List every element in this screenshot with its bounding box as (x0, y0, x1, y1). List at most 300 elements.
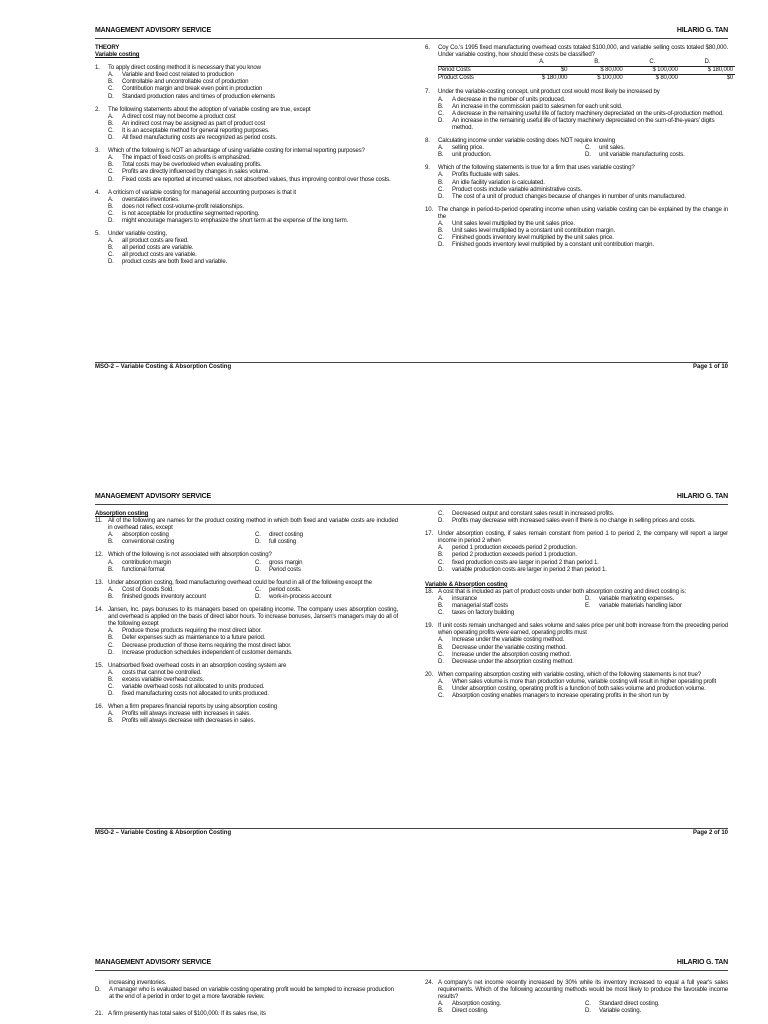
question-text: Coy Co.'s 1995 fixed manufacturing overhead costs totaled $100,000, and variable selling costs totaled $80,000. Under variable costing, how should these costs be classified? (438, 44, 728, 59)
answer-option (438, 171, 728, 178)
question-number: 10. (425, 205, 434, 213)
answer-option (438, 559, 728, 566)
option-letter: D. (585, 1007, 591, 1015)
question (425, 979, 728, 1014)
answer-option (438, 193, 728, 200)
option-letter: D. (585, 594, 591, 602)
answer-option (108, 251, 398, 258)
option-text: When sales volume is more than production volume, variable costing will result in higher operating profit (452, 677, 717, 685)
option-text: All fixed manufacturing costs are recognized as period costs. (122, 134, 277, 142)
option-text: costs that cannot be controlled. (122, 668, 202, 676)
option-letter: A. (108, 154, 114, 162)
answer-option (95, 986, 398, 1000)
option-letter: B. (108, 565, 114, 573)
question-number: 13. (95, 578, 104, 586)
option-letter: A. (108, 112, 114, 120)
option-letter: B. (438, 602, 444, 610)
option-letter: A. (108, 531, 114, 539)
answer-option (108, 627, 398, 634)
option-letter: D. (438, 192, 444, 200)
option-text: insurance (452, 594, 478, 602)
header-author: HILARIO G. TAN (676, 959, 728, 966)
option-text: Produce those products requiring the most direct labor. (122, 627, 262, 635)
options-list (108, 196, 398, 224)
answer-option (108, 176, 398, 183)
question (95, 551, 398, 572)
option-text: Cost of Goods Sold. (122, 585, 174, 593)
option-letter: A. (108, 237, 114, 245)
option-text: Unit sales level multiplied by a constant unit contribution margin. (452, 227, 616, 235)
answer-option (438, 241, 728, 248)
question-text: All of the following are names for the product costing method in which both fixed and variable costs are included in overhead rates, except (108, 517, 398, 532)
question-text: A cost that is included as part of product costs under both absorption costing and direct costing is: (438, 587, 687, 595)
answer-option (108, 113, 398, 120)
option-letter: A. (108, 558, 114, 566)
option-letter: C. (585, 1000, 591, 1008)
answer-option (438, 103, 728, 110)
option-letter: D. (255, 592, 261, 600)
option-letter: D. (438, 241, 444, 249)
option-letter: D. (438, 517, 444, 525)
option-letter: A. (108, 668, 114, 676)
question-number: 4. (95, 188, 100, 196)
option-letter: D. (438, 116, 444, 124)
table-header-cell: D. (680, 59, 735, 67)
table-header-cell (438, 59, 514, 67)
option-letter: B. (438, 1007, 444, 1015)
page1-right-column (425, 44, 733, 249)
option-letter: B. (108, 202, 114, 210)
option-letter: C. (585, 144, 591, 152)
answer-option (438, 1007, 581, 1014)
question (95, 662, 398, 697)
option-letter: D. (255, 538, 261, 546)
option-letter: C. (108, 682, 114, 690)
answer-option (438, 227, 728, 234)
question (95, 64, 398, 99)
option-letter: C. (438, 510, 444, 517)
answer-option (438, 551, 728, 558)
option-letter: A. (438, 1000, 444, 1008)
answer-option (108, 71, 398, 78)
question-number: 5. (95, 230, 100, 238)
options-list (108, 710, 398, 724)
answer-option (585, 602, 728, 609)
question-number: 9. (425, 164, 430, 172)
option-text: direct costing (269, 531, 303, 539)
table-header-cell: A. (514, 59, 569, 67)
option-text: Profits are directly influenced by changes in sales volume. (122, 168, 270, 176)
answer-option (108, 85, 398, 92)
option-text: It is an acceptable method for general reporting purposes. (122, 126, 270, 134)
answer-option (108, 593, 251, 600)
options-list (108, 113, 398, 141)
question-continuation (425, 510, 728, 524)
option-text: might encourage managers to emphasize the short term at the expense of the long term. (122, 216, 349, 224)
question-text: Which of the following is NOT an advantage of using variable costing for internal reporting purposes? (108, 147, 365, 155)
option-letter: A. (438, 171, 444, 179)
answer-option (108, 669, 398, 676)
question-number: 18. (425, 587, 434, 595)
option-letter: A. (438, 544, 444, 552)
option-text: does not reflect cost-volume-profit relationships. (122, 202, 244, 210)
header-title: MANAGEMENT ADVISORY SERVICE (95, 959, 211, 966)
question-text: Unabsorbed fixed overhead costs in an absorption costing system are (108, 661, 287, 669)
answer-option (585, 1007, 728, 1014)
options-grid (438, 144, 728, 158)
subsection-title: Variable & Absorption costing (425, 580, 508, 588)
option-text: Profits will always decrease with decreases in sales. (122, 717, 255, 725)
page-footer (95, 362, 728, 373)
answer-option (108, 642, 398, 649)
question-number: 14. (95, 606, 104, 614)
answer-option (438, 602, 581, 609)
option-text: An increase in the remaining useful life of factory machinery depreciated on the sum-of-the-years' digits method. (452, 116, 715, 131)
option-letter: B. (108, 78, 114, 86)
option-text: Period costs (269, 565, 301, 573)
question-number: 8. (425, 137, 430, 145)
option-letter: B. (108, 244, 114, 252)
question-number: 7. (425, 88, 430, 96)
option-letter: C. (438, 558, 444, 566)
question-number: 1. (95, 64, 100, 72)
answer-option (108, 531, 251, 538)
question (95, 1010, 398, 1017)
answer-option (438, 1000, 581, 1007)
option-text: full costing (269, 538, 296, 546)
option-text: Standard direct costing. (599, 1000, 660, 1008)
options-grid (438, 595, 728, 616)
answer-option (438, 595, 581, 602)
option-text: Fixed costs are reported at incurred values, not absorbed values, thus improving control over those costs. (122, 175, 391, 183)
options-list (438, 220, 728, 248)
option-text: Defer expenses such as maintenance to a future period. (122, 634, 266, 642)
option-text: all period costs are variable. (122, 244, 194, 252)
answer-option (438, 658, 728, 665)
option-text: Increase under the variable costing method. (452, 636, 565, 644)
option-letter: D. (585, 151, 591, 159)
option-text: An increase in the commission paid to salesmen for each unit sold. (452, 102, 623, 110)
option-letter: C. (438, 609, 444, 617)
answer-option (438, 544, 728, 551)
option-letter: D. (108, 648, 114, 656)
option-text: Product costs include variable administrative costs. (452, 185, 583, 193)
question-number: 20. (425, 670, 434, 678)
header-author: HILARIO G. TAN (676, 27, 728, 34)
options-list (438, 636, 728, 664)
option-text: Profits fluctuate with sales. (452, 171, 520, 179)
option-letter: D. (108, 690, 114, 698)
document-page-1 (0, 0, 768, 378)
option-letter: C. (255, 558, 261, 566)
option-letter: D. (108, 175, 114, 183)
option-text: period costs. (269, 585, 302, 593)
answer-option (438, 636, 728, 643)
option-text: variable marketing expenses. (599, 594, 675, 602)
answer-option (108, 586, 251, 593)
answer-option (255, 531, 398, 538)
option-text: Under absorption costing, operating profit is a function of both sales volume and production volume. (452, 684, 706, 692)
option-text: fixed manufacturing costs not allocated to units produced. (122, 690, 269, 698)
table-cell: $0 (514, 67, 569, 75)
question (425, 164, 728, 199)
subsection-title: Absorption costing (95, 510, 149, 517)
header-author: HILARIO G. TAN (676, 493, 728, 500)
option-letter: C. (108, 85, 114, 93)
options-list (438, 96, 728, 131)
option-text: Profits will always increase with increases in sales. (122, 710, 251, 718)
question-text: If unit costs remain unchanged and sales volume and sales price per unit both increase from the preceding period when operating profits were earned, operating profits must (438, 622, 728, 637)
option-letter: C. (108, 168, 114, 176)
document-page-2 (0, 480, 768, 850)
option-text: product costs are both fixed and variable. (122, 258, 228, 266)
question-number: 11. (95, 517, 103, 525)
question-text: Calculating income under variable costing does NOT require knowing (438, 137, 615, 145)
option-text: Unit sales level multiplied by the unit sales price. (452, 219, 575, 227)
option-text: A decrease in the number of units produced. (452, 95, 566, 103)
answer-option (108, 210, 398, 217)
options-list (438, 171, 728, 199)
question-text: A company's net income recently increased by 30% while its inventory increased to equal a full year's sales requirements. Which of the following accounting methods would be most likely to produce the favorable income results? (438, 979, 728, 1001)
question-number: 16. (95, 703, 104, 711)
question-text: A firm presently has total sales of $100,000. If its sales rise, its (108, 1010, 266, 1018)
subsection-title: Variable costing (95, 51, 140, 59)
option-text: Decreased output and constant sales result in increased profits. (452, 510, 615, 517)
option-text: The cost of a unit of product changes because of changes in number of units manufactured. (452, 192, 686, 200)
answer-option (108, 78, 398, 85)
answer-option (108, 710, 398, 717)
question-list (425, 88, 728, 131)
option-letter: B. (438, 227, 444, 235)
answer-option (108, 196, 398, 203)
option-letter: C. (255, 531, 261, 539)
option-text: managerial staff costs (452, 602, 508, 610)
footer-page-number: Page 2 of 10 (692, 830, 728, 836)
option-text: functional format (122, 565, 165, 573)
options-list (108, 237, 398, 265)
option-text: Profits may decrease with increased sales even if there is no change in selling prices and costs. (452, 517, 696, 525)
option-letter: C. (108, 126, 114, 134)
option-letter: A. (438, 95, 444, 103)
option-text: Total costs may be overlooked when evaluating profits. (122, 161, 262, 169)
table-header-cell: C. (625, 59, 680, 67)
question-list (425, 622, 728, 699)
answer-option (438, 151, 581, 158)
option-letter: B. (438, 684, 444, 692)
option-letter: C. (438, 650, 444, 658)
option-letter: A. (438, 636, 444, 644)
option-letter: A. (438, 144, 444, 152)
option-text: taxes on factory building (452, 609, 514, 617)
answer-option (108, 538, 251, 545)
table-cell: $ 100,000 (597, 75, 623, 82)
question (425, 588, 728, 616)
option-text: An indirect cost may be assigned as part of product cost (122, 119, 266, 127)
answer-option (255, 559, 398, 566)
option-text: unit production. (452, 151, 492, 159)
question-text: A criticism of variable costing for managerial accounting purposes is that it (108, 188, 296, 196)
answer-option (438, 678, 728, 685)
option-letter: C. (438, 109, 444, 117)
answer-option (438, 609, 581, 616)
question-number: 19. (425, 622, 434, 630)
footer-course: MSO-2 – Variable Costing & Absorption Costing (95, 830, 232, 836)
answer-option (438, 179, 728, 186)
answer-option (108, 161, 398, 168)
option-text: A direct cost may not become a product cost (122, 112, 236, 120)
question (425, 206, 728, 249)
option-text: unit variable manufacturing costs. (599, 151, 685, 159)
question (425, 137, 728, 158)
table-cell: $0 (726, 75, 733, 82)
option-letter: A. (438, 594, 444, 602)
option-text: conventional costing (122, 538, 175, 546)
question-number: 15. (95, 661, 104, 669)
option-letter: B. (108, 634, 114, 642)
option-letter: C. (438, 185, 444, 193)
question-text: To apply direct costing method it is necessary that you know (108, 64, 261, 72)
answer-option (438, 692, 728, 699)
question (425, 622, 728, 665)
option-text: An idle facility variation is calculated. (452, 178, 545, 186)
option-text: unit sales. (599, 144, 625, 152)
answer-option (255, 586, 398, 593)
option-text: Finished goods inventory level multiplied by the unit sales price. (452, 234, 614, 242)
answer-option (255, 538, 398, 545)
question-list (95, 606, 398, 724)
question (425, 530, 728, 573)
question-text: The following statements about the adoption of variable costing are true, except (108, 105, 311, 113)
question (95, 147, 398, 182)
option-text: fixed production costs are larger in period 2 than period 1. (452, 558, 599, 566)
options-list (108, 669, 398, 697)
page3-left-column (95, 979, 398, 1017)
option-letter: D. (108, 216, 114, 224)
option-text: Controllable and uncontrollable cost of production (122, 78, 249, 86)
option-text: A decrease in the remaining useful life of factory machinery depreciated on the units-of-production method. (452, 109, 724, 117)
option-text: selling price. (452, 144, 484, 152)
answer-option (108, 634, 398, 641)
option-letter: A. (438, 219, 444, 227)
table-row (438, 67, 735, 75)
option-text: Contribution margin and break even point in production (122, 85, 263, 93)
option-text: Variable costing. (599, 1007, 642, 1015)
option-text: all product costs are variable. (122, 251, 197, 259)
option-letter: B. (438, 551, 444, 559)
page2-right-column (425, 510, 728, 699)
option-letter: D. (108, 92, 114, 100)
option-text: Finished goods inventory level multiplied by a constant unit contribution margin. (452, 241, 654, 249)
footer-course: MSO-2 – Variable Costing & Absorption Costing (95, 364, 232, 370)
option-text: variable production costs are larger in period 2 than period 1. (452, 565, 607, 573)
page2-left-column (95, 510, 398, 724)
option-letter: D. (108, 258, 114, 266)
option-letter: B. (108, 161, 114, 169)
question-text: When comparing absorption costing with variable costing, which of the following statements is not true? (438, 670, 701, 678)
answer-option (438, 510, 728, 517)
answer-option (108, 93, 398, 100)
option-text: all product costs are fixed. (122, 237, 189, 245)
answer-option (438, 186, 728, 193)
answer-option (255, 566, 398, 573)
option-letter: B. (108, 538, 114, 546)
question (425, 88, 728, 131)
option-text: Variable and fixed cost related to production (122, 71, 234, 79)
option-letter: D. (95, 986, 101, 994)
option-letter: A. (108, 585, 114, 593)
question-number: 3. (95, 147, 100, 155)
option-text: variable materials handling labor (599, 602, 682, 610)
answer-option (108, 258, 398, 265)
question-text: Under absorption costing, fixed manufacturing overhead could be found in all of the following except the (108, 578, 372, 586)
table-cell: $ 180,000 (680, 67, 735, 75)
options-list (108, 627, 398, 655)
option-letter: B. (108, 675, 114, 683)
answer-option (108, 127, 398, 134)
option-letter: B. (438, 102, 444, 110)
option-letter: B. (108, 119, 114, 127)
answer-option (438, 651, 728, 658)
answer-option (438, 517, 728, 524)
options-grid (108, 559, 398, 573)
options-list (108, 154, 398, 182)
question (95, 106, 398, 141)
table-cell: Period Costs (438, 67, 514, 75)
answer-option (255, 593, 398, 600)
option-text: contribution margin (122, 558, 171, 566)
question (95, 517, 398, 545)
question-number: 17. (425, 530, 434, 538)
option-letter: B. (438, 643, 444, 651)
option-text: Decrease production of those items requiring the most direct labor. (122, 641, 292, 649)
page-header (95, 958, 728, 971)
option-letter: C. (108, 209, 114, 217)
question-number: 6. (425, 44, 430, 51)
answer-option (108, 217, 398, 224)
option-letter: A. (108, 710, 114, 718)
option-letter: D. (438, 657, 444, 665)
page3-right-column (425, 979, 728, 1014)
answer-option (585, 595, 728, 602)
page-header (95, 492, 728, 505)
options-list (438, 544, 728, 572)
option-letter: D. (438, 565, 444, 573)
answer-option (438, 685, 728, 692)
option-letter: C. (438, 234, 444, 242)
table-header-cell: B. (569, 59, 624, 67)
answer-option (438, 234, 728, 241)
answer-option (438, 566, 728, 573)
answer-option (438, 220, 728, 227)
footer-page-number: Page 1 of 10 (692, 364, 728, 370)
question (95, 189, 398, 224)
answer-option (585, 1000, 728, 1007)
table-cell: $ 80,000 (569, 67, 624, 75)
option-letter: C. (438, 692, 444, 700)
question (95, 703, 398, 724)
option-letter: D. (255, 565, 261, 573)
answer-option (108, 237, 398, 244)
option-text: The impact of fixed costs on profits is emphasized. (122, 154, 251, 162)
option-letter: E. (585, 602, 591, 610)
question-list (425, 164, 728, 248)
question-number: 2. (95, 105, 100, 113)
table-row (438, 75, 735, 83)
option-letter: A. (108, 71, 114, 79)
option-text: A manager who is evaluated based on variable costing operating profit would be tempted to increase production at the end of a period in order to get a more favorable review. (109, 986, 394, 1001)
question-text: The change in period-to-period operating income when using variable costing can be explained by the change in the (438, 205, 728, 220)
answer-option (108, 244, 398, 251)
